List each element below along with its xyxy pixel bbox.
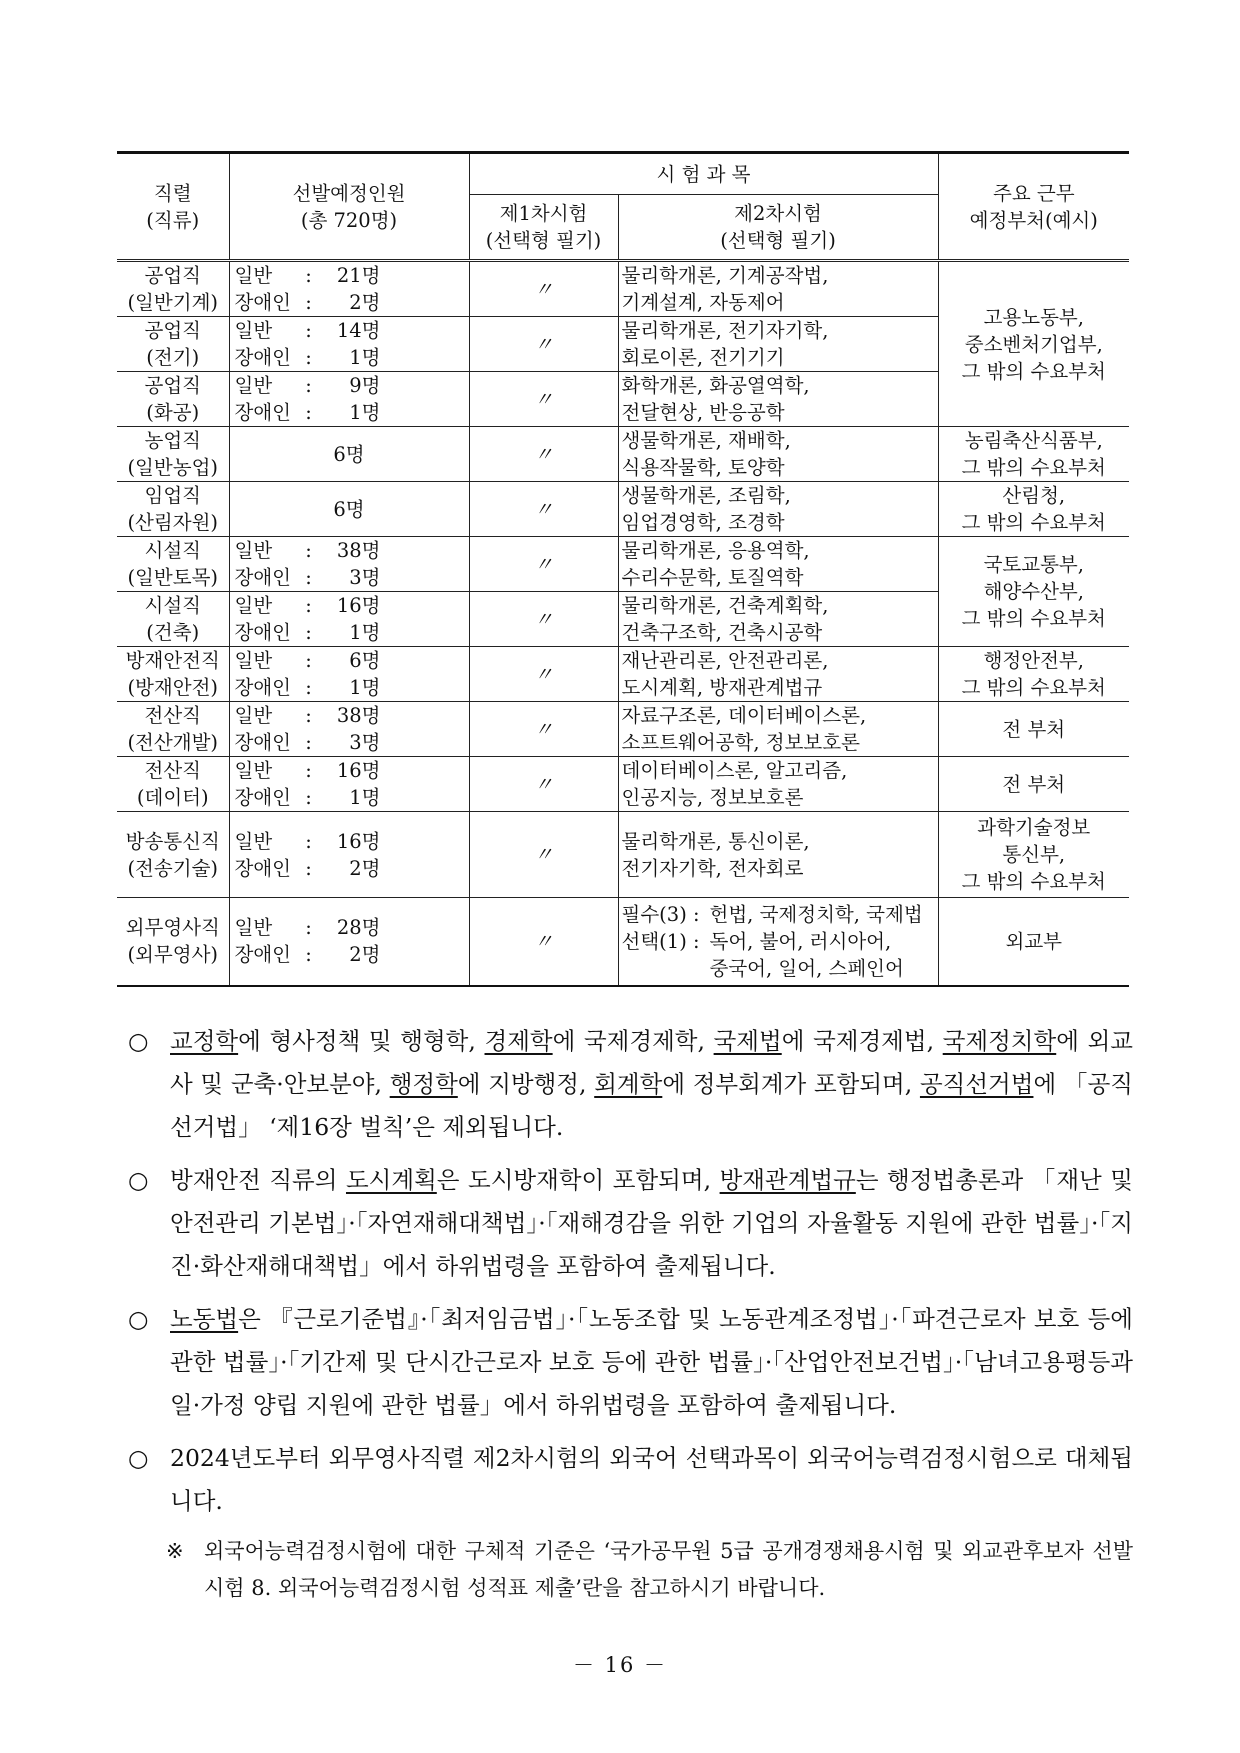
job-cell: 방송통신직 (전송기술) xyxy=(117,812,229,898)
first-exam-cell: 〃 xyxy=(469,317,618,372)
exam-subjects-table xyxy=(117,151,1129,987)
second-exam-cell: 생물학개론, 조림학, 임업경영학, 조경학 xyxy=(618,482,938,537)
circle-bullet-icon: ○ xyxy=(128,1166,149,1194)
recruit-cell: 일반 : 21명 장애인 : 2명 xyxy=(229,261,469,317)
second-exam-cell: 재난관리론, 안전관리론, 도시계획, 방재관계법규 xyxy=(618,647,938,702)
second-exam-cell: 생물학개론, 재배학, 식용작물학, 토양학 xyxy=(618,427,938,482)
table-row xyxy=(117,702,1129,757)
second-exam-cell: 물리학개론, 건축계획학, 건축구조학, 건축시공학 xyxy=(618,592,938,647)
first-exam-cell: 〃 xyxy=(469,647,618,702)
job-cell: 전산직 (전산개발) xyxy=(117,702,229,757)
recruit-cell: 6명 xyxy=(229,482,469,537)
notes-section xyxy=(128,1020,1133,1607)
second-exam-cell: 물리학개론, 응용역학, 수리수문학, 토질역학 xyxy=(618,537,938,592)
header-recruit: 선발예정인원 (총 720명) xyxy=(229,153,469,261)
recruit-cell: 일반 : 16명 장애인 : 1명 xyxy=(229,757,469,812)
job-cell: 외무영사직 (외무영사) xyxy=(117,898,229,986)
second-exam-cell: 데이터베이스론, 알고리즘, 인공지능, 정보보호론 xyxy=(618,757,938,812)
job-cell: 공업직 (화공) xyxy=(117,372,229,427)
first-exam-cell: 〃 xyxy=(469,427,618,482)
table-row xyxy=(117,482,1129,537)
recruit-cell: 일반 : 38명 장애인 : 3명 xyxy=(229,537,469,592)
recruit-cell: 일반 : 38명 장애인 : 3명 xyxy=(229,702,469,757)
first-exam-cell: 〃 xyxy=(469,757,618,812)
table-row xyxy=(117,757,1129,812)
dept-cell: 산림청, 그 밖의 수요부처 xyxy=(938,482,1129,537)
first-exam-cell: 〃 xyxy=(469,702,618,757)
note-text: 노동법은 『근로기준법』·「최저임금법」·「노동조합 및 노동관계조정법」·「파견근로자 보호 등에 관한 법률」·「기간제 및 단시간근로자 보호 등에 관한 법률」·「산업안전보건법」·「남녀고용평등과 일·가정 양립 지원에 관한 법률」에서 하위법령을 포함하여 출제됩니다. xyxy=(170,1305,1133,1419)
recruit-cell: 일반 : 9명 장애인 : 1명 xyxy=(229,372,469,427)
dept-cell: 전 부처 xyxy=(938,757,1129,812)
job-cell: 공업직 (전기) xyxy=(117,317,229,372)
recruit-cell: 일반 : 14명 장애인 : 1명 xyxy=(229,317,469,372)
job-cell: 방재안전직 (방재안전) xyxy=(117,647,229,702)
second-exam-cell: 물리학개론, 기계공작법, 기계설계, 자동제어 xyxy=(618,261,938,317)
note-item xyxy=(128,1020,1133,1149)
note-item xyxy=(128,1437,1133,1523)
table-row xyxy=(117,261,1129,317)
table-row xyxy=(117,537,1129,592)
job-cell: 시설직 (일반토목) xyxy=(117,537,229,592)
first-exam-cell: 〃 xyxy=(469,372,618,427)
first-exam-cell: 〃 xyxy=(469,898,618,986)
note-text: 방재안전 직류의 도시계획은 도시방재학이 포함되며, 방재관계법규는 행정법총론과 「재난 및 안전관리 기본법」·「자연재해대책법」·「재해경감을 위한 기업의 자율활동 지원에 관한 법률」·「지진·화산재해대책법」에서 하위법령을 포함하여 출제됩니다. xyxy=(170,1166,1133,1280)
first-exam-cell: 〃 xyxy=(469,537,618,592)
note-item xyxy=(128,1159,1133,1288)
table-row xyxy=(117,898,1129,986)
circle-bullet-icon: ○ xyxy=(128,1444,149,1472)
circle-bullet-icon: ○ xyxy=(128,1305,149,1333)
second-exam-cell: 화학개론, 화공열역학, 전달현상, 반응공학 xyxy=(618,372,938,427)
first-exam-cell: 〃 xyxy=(469,261,618,317)
recruit-cell: 일반 : 6명 장애인 : 1명 xyxy=(229,647,469,702)
note-text: 교정학에 형사정책 및 행형학, 경제학에 국제경제학, 국제법에 국제경제법, 국제정치학에 외교사 및 군축·안보분야, 행정학에 지방행정, 회계학에 정부회계가 포함되며, 공직선거법에 「공직선거법」 ‘제16장 벌칙’은 제외됩니다. xyxy=(170,1027,1134,1141)
dept-cell: 과학기술정보 통신부, 그 밖의 수요부처 xyxy=(938,812,1129,898)
recruit-cell: 일반 : 16명 장애인 : 2명 xyxy=(229,812,469,898)
dept-cell: 국토교통부, 해양수산부, 그 밖의 수요부처 xyxy=(938,537,1129,647)
job-cell: 전산직 (데이터) xyxy=(117,757,229,812)
reference-note xyxy=(166,1533,1133,1607)
dept-cell: 행정안전부, 그 밖의 수요부처 xyxy=(938,647,1129,702)
second-exam-cell: 필수(3) : 헌법, 국제정치학, 국제법 선택(1) : 독어, 불어, 러시아어, 중국어, 일어, 스페인어 xyxy=(618,898,938,986)
recruit-cell: 6명 xyxy=(229,427,469,482)
note-item xyxy=(128,1298,1133,1427)
recruit-cell: 일반 : 16명 장애인 : 1명 xyxy=(229,592,469,647)
header-subjects: 시 험 과 목 xyxy=(469,153,938,195)
table-row xyxy=(117,812,1129,898)
first-exam-cell: 〃 xyxy=(469,812,618,898)
header-second-exam: 제2차시험 (선택형 필기) xyxy=(618,195,938,261)
page-number: － 16 － xyxy=(572,1653,668,1677)
job-cell: 농업직 (일반농업) xyxy=(117,427,229,482)
header-first-exam: 제1차시험 (선택형 필기) xyxy=(469,195,618,261)
table-row xyxy=(117,427,1129,482)
note-text: 2024년도부터 외무영사직렬 제2차시험의 외국어 선택과목이 외국어능력검정시험으로 대체됩니다. xyxy=(170,1444,1133,1515)
recruit-cell: 일반 : 28명 장애인 : 2명 xyxy=(229,898,469,986)
header-dept: 주요 근무 예정부처(예시) xyxy=(938,153,1129,261)
dept-cell: 고용노동부, 중소벤처기업부, 그 밖의 수요부처 xyxy=(938,261,1129,427)
job-cell: 시설직 (건축) xyxy=(117,592,229,647)
dept-cell: 전 부처 xyxy=(938,702,1129,757)
circle-bullet-icon: ○ xyxy=(128,1027,149,1055)
second-exam-cell: 물리학개론, 통신이론, 전기자기학, 전자회로 xyxy=(618,812,938,898)
job-cell: 임업직 (산림자원) xyxy=(117,482,229,537)
job-cell: 공업직 (일반기계) xyxy=(117,261,229,317)
second-exam-cell: 자료구조론, 데이터베이스론, 소프트웨어공학, 정보보호론 xyxy=(618,702,938,757)
reference-text: 외국어능력검정시험에 대한 구체적 기준은 ‘국가공무원 5급 공개경쟁채용시험 및 외교관후보자 선발시험 8. 외국어능력검정시험 성적표 제출’란을 참고하시기 바랍니다. xyxy=(204,1539,1133,1600)
second-exam-cell: 물리학개론, 전기자기학, 회로이론, 전기기기 xyxy=(618,317,938,372)
header-job: 직렬 (직류) xyxy=(117,153,229,261)
dept-cell: 농림축산식품부, 그 밖의 수요부처 xyxy=(938,427,1129,482)
first-exam-cell: 〃 xyxy=(469,482,618,537)
first-exam-cell: 〃 xyxy=(469,592,618,647)
dept-cell: 외교부 xyxy=(938,898,1129,986)
reference-mark-icon: ※ xyxy=(166,1539,184,1563)
table-row xyxy=(117,647,1129,702)
